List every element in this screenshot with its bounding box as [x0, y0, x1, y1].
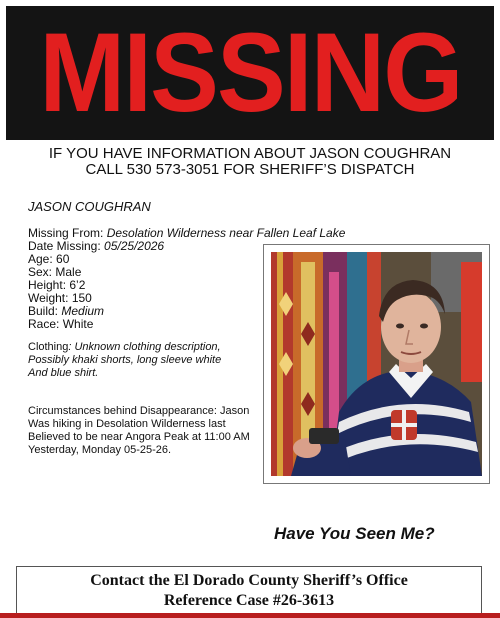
clothing-line-3: And blue shirt. — [28, 367, 99, 379]
contact-line-2: Reference Case #26-3613 — [163, 592, 335, 609]
detail-label: Date Missing: — [28, 239, 101, 253]
circumstances-line-2: Was hiking in Desolation Wilderness last — [28, 418, 226, 430]
circumstances-line-3: Believed to be near Angora Peak at 11:00 AM — [28, 431, 250, 443]
banner-title: MISSING — [38, 10, 462, 135]
detail-label: Missing From: — [28, 226, 104, 240]
person-name-heading: JASON COUGHRAN — [28, 199, 151, 214]
clothing-line-2: Possibly khaki shorts, long sleeve white — [28, 354, 222, 366]
circumstances-block — [28, 405, 268, 457]
detail-label: Age: — [28, 252, 53, 266]
info-line-2: CALL 530 573-3051 FOR SHERIFF’S DISPATCH — [85, 161, 415, 178]
info-line-1: IF YOU HAVE INFORMATION ABOUT JASON COUGHRAN — [48, 145, 452, 162]
have-you-seen-me-heading: Have You Seen Me? — [274, 524, 435, 543]
detail-value: Male — [55, 265, 82, 279]
detail-label: Height: — [28, 278, 67, 292]
missing-banner — [6, 6, 494, 140]
info-block — [0, 146, 500, 178]
detail-value: 60 — [56, 252, 70, 266]
detail-value: 6’2 — [69, 278, 86, 292]
detail-label: Weight: — [28, 291, 69, 305]
clothing-line-1: : Unknown clothing description, — [68, 341, 221, 353]
bottom-accent-strip — [0, 613, 500, 618]
detail-value: 150 — [71, 291, 92, 305]
detail-label: Sex: — [28, 265, 53, 279]
photo-frame — [263, 244, 490, 484]
detail-value: White — [62, 317, 94, 331]
circumstances-line-4: Yesterday, Monday 05-25-26. — [28, 444, 172, 456]
clothing-label: Clothing — [28, 341, 69, 353]
contact-box — [16, 566, 482, 614]
portrait-illustration — [271, 252, 482, 476]
detail-value: Medium — [61, 304, 105, 318]
detail-label: Build: — [28, 304, 59, 318]
detail-value: Desolation Wilderness near Fallen Leaf Lake — [106, 226, 346, 240]
clothing-description — [28, 341, 258, 380]
circumstances-line-1: Circumstances behind Disappearance: Jason — [28, 405, 250, 417]
detail-value: 05/25/2026 — [104, 239, 165, 253]
contact-line-1: Contact the El Dorado County Sheriff’s Office — [90, 572, 408, 589]
detail-label: Race: — [28, 317, 60, 331]
missing-person-photo — [271, 252, 482, 476]
